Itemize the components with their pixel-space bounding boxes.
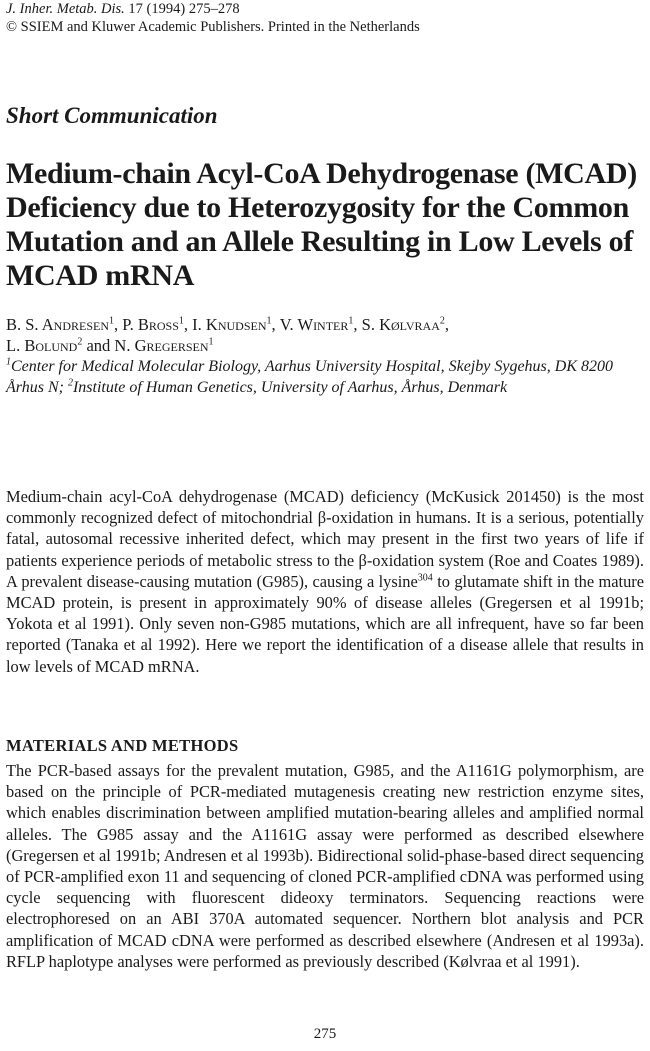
author-affiliation-mark: 2	[77, 336, 83, 348]
affiliations	[6, 356, 646, 398]
article-title: Medium-chain Acyl-CoA Dehydrogenase (MCAD) Deficiency due to Heterozygosity for the Common Mutation and an Allele Resulting in Low Levels of MCAD mRNA	[6, 157, 637, 292]
copyright-line: © SSIEM and Kluwer Academic Publishers. Printed in the Netherlands	[6, 19, 420, 35]
residue-superscript: 304	[417, 572, 433, 584]
author-name: B. S. Andresen	[6, 315, 110, 334]
intro-text-continued: to glutamate shift in the mature MCAD protein, is present in approximately 90% of disease alleles (Gregersen et al 1991b; Yokota et al 1991). Only seven non-G985 mutations, which are all infrequent, have so far been reported (Tanaka et al 1992). Here we report the identification of a disease allele that results in low levels of MCAD mRNA.	[6, 571, 645, 676]
running-header	[6, 0, 420, 36]
author-name: N. Gregersen	[114, 336, 209, 355]
author-affiliation-mark: 1	[109, 315, 115, 327]
author-affiliation-mark: 1	[178, 315, 184, 327]
journal-citation	[6, 0, 420, 18]
author-list: B. S. Andresen$^1$, P. Bross$^1$, I. Knudsen$^1$, V. Winter$^1$, S. Kølvraa$^2$, L. Bolund$^2$ and N. Gregersen$^1$	[6, 315, 450, 355]
affiliation-number: 1	[6, 356, 11, 368]
author-name: S. Kølvraa	[361, 315, 440, 334]
author-affiliation-mark: 1	[208, 336, 214, 348]
affiliation-text: Institute of Human Genetics, University of Aarhus, Århus, Denmark	[72, 379, 508, 396]
author-affiliation-mark: 2	[439, 315, 445, 327]
author-affiliation-mark: 1	[266, 315, 272, 327]
author-name: I. Knudsen	[192, 315, 267, 334]
author-name: L. Bolund	[6, 336, 78, 355]
section-heading: MATERIALS AND METHODS	[6, 736, 239, 755]
intro-paragraph	[6, 486, 644, 677]
intro-text: Medium-chain acyl-CoA dehydrogenase (MCAD) deficiency (McKusick 201450) is the most commonly recognized defect of mitochondrial β-oxidation in humans. It is a serious, potentially fatal, autosomal recessive inherited defect, which may present in the first two years of life if patients experience periods of metabolic stress to the β-oxidation system (Roe and Coates 1989). A prevalent disease-causing mutation (G985), causing a lysine	[6, 487, 644, 591]
affiliation-number: 2	[67, 377, 73, 389]
author-affiliation-mark: 1	[348, 315, 354, 327]
author-name: V. Winter	[279, 315, 349, 334]
author-conjunction: and	[86, 336, 111, 355]
volume-pages: 17 (1994) 275–278	[128, 1, 240, 17]
affiliation-text: Center for Medical Molecular Biology, Aarhus University Hospital, Skejby Sygehus, DK 8200 Århus N;	[6, 358, 613, 396]
article-type: Short Communication	[6, 103, 218, 128]
page-number: 275	[313, 1026, 337, 1042]
author-name: P. Bross	[122, 315, 179, 334]
methods-paragraph: The PCR-based assays for the prevalent mutation, G985, and the A1161G polymorphism, are based on the principle of PCR-mediated mutagenesis creating new restriction enzyme sites, which enables discrimination between amplified mutation-bearing alleles and amplified normal alleles. The G985 assay and the A1161G assay were performed as described elsewhere (Gregersen et al 1991b; Andresen et al 1993b). Bidirectional solid-phase-based direct sequencing of PCR-amplified exon 11 and sequencing of cloned PCR-amplified cDNA was performed using cycle sequencing with fluorescent dideoxy terminators. Sequencing reactions were electrophoresed on an ABI 370A automated sequencer. Northern blot analysis and PCR amplification of MCAD cDNA were performed as described elsewhere (Andresen et al 1993a). RFLP haplotype analyses were performed as previously described (Kølvraa et al 1991).	[6, 761, 644, 971]
journal-name: J. Inher. Metab. Dis.	[6, 1, 125, 17]
